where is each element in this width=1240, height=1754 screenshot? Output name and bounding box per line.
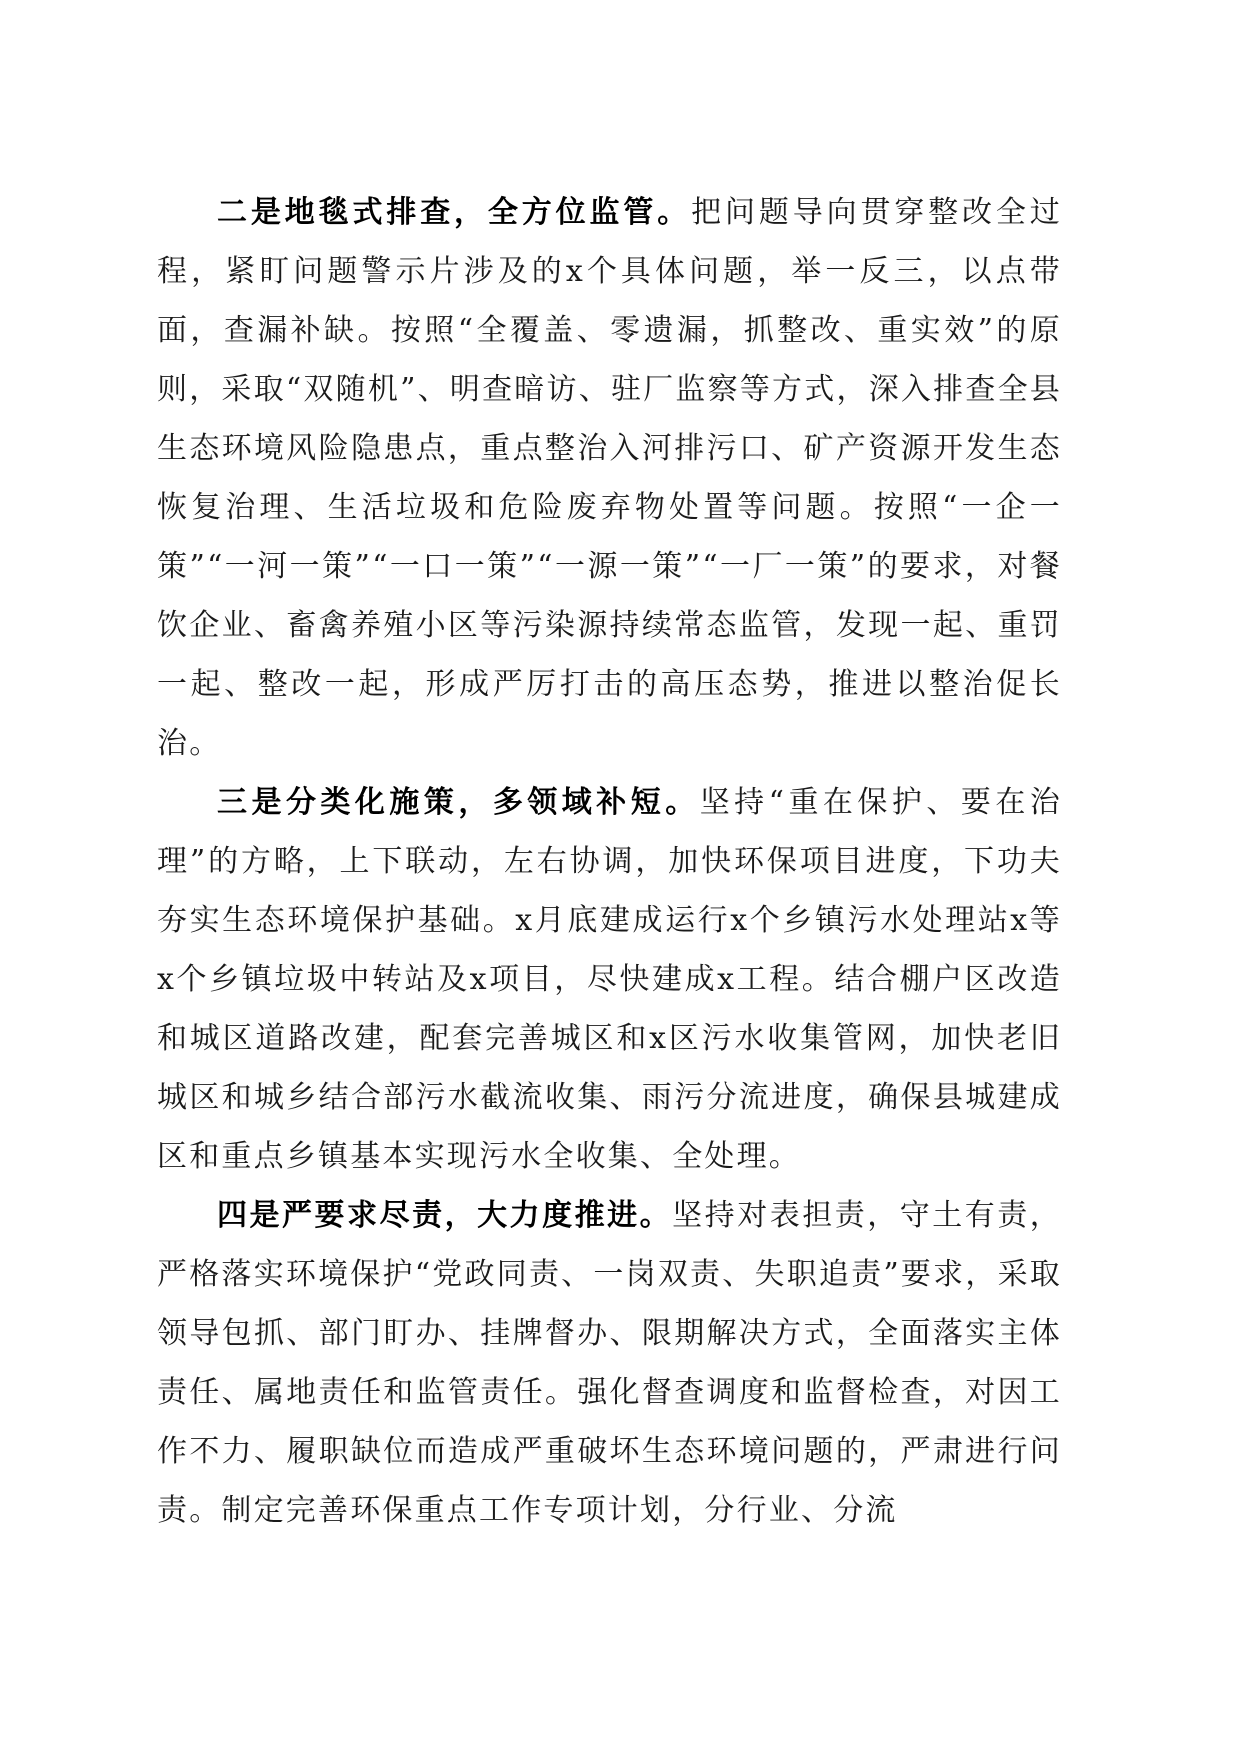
paragraph-heading: 二是地毯式排查，全方位监管。 xyxy=(217,195,692,230)
paragraph-text: 坚持对表担责，守土有责，严格落实环境保护“党政同责、一岗双责、失职追责”要求，采取领导包抓、部门盯办、挂牌督办、限期解决方式，全面落实主体责任、属地责任和监管责任。强化督查调度和监督检查，对因工作不力、履职缺位而造成严重破坏生态环境问题的，严肃进行问责。制定完善环保重点工作专项计划，分行业、分流 xyxy=(157,1198,1062,1528)
paragraph-classification xyxy=(157,773,1062,1186)
paragraph-heading: 三是分类化施策，多领域补短。 xyxy=(217,785,700,820)
document-body xyxy=(157,183,1062,1540)
paragraph-responsibility xyxy=(157,1186,1062,1540)
paragraph-text: 把问题导向贯穿整改全过程，紧盯问题警示片涉及的x个具体问题，举一反三，以点带面，查漏补缺。按照“全覆盖、零遗漏，抓整改、重实效”的原则，采取“双随机”、明查暗访、驻厂监察等方式，深入排查全县生态环境风险隐患点，重点整治入河排污口、矿产资源开发生态恢复治理、生活垃圾和危险废弃物处置等问题。按照“一企一策”“一河一策”“一口一策”“一源一策”“一厂一策”的要求，对餐饮企业、畜禽养殖小区等污染源持续常态监管，发现一起、重罚一起、整改一起，形成严厉打击的高压态势，推进以整治促长治。 xyxy=(157,195,1062,761)
paragraph-text: 坚持“重在保护、要在治理”的方略，上下联动，左右协调，加快环保项目进度，下功夫夯实生态环境保护基础。x月底建成运行x个乡镇污水处理站x等x个乡镇垃圾中转站及x项目，尽快建成x工程。结合棚户区改造和城区道路改建，配套完善城区和x区污水收集管网，加快老旧城区和城乡结合部污水截流收集、雨污分流进度，确保县城建成区和重点乡镇基本实现污水全收集、全处理。 xyxy=(157,785,1062,1174)
paragraph-inspection xyxy=(157,183,1062,773)
paragraph-heading: 四是严要求尽责，大力度推进。 xyxy=(217,1198,673,1233)
